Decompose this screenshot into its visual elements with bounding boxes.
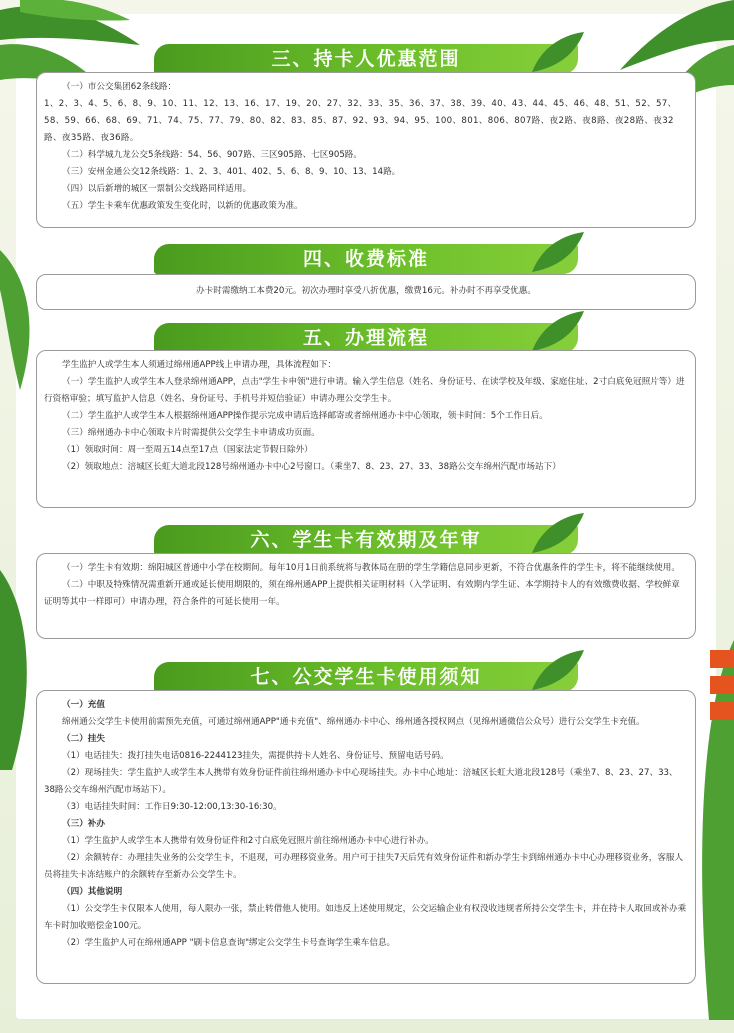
section-5-line: （2）领取地点：涪城区长虹大道北段128号绵州通办卡中心2号窗口。（乘坐7、8、23、27、33、38路公交车绵州汽配市场站下） [62, 462, 561, 472]
section-7-subheading: （三）补办 [62, 819, 105, 829]
leaf-icon [532, 650, 584, 690]
section-3-line: （三）安州金通公交12条线路：1、2、3、401、402、5、6、8、9、10、13、14路。 [62, 167, 401, 177]
section-4-card [36, 274, 696, 310]
section-6-card [36, 553, 696, 639]
section-6-line: （二）中职及特殊情况需重新开通或延长使用期限的，须在绵州通APP上提供相关证明材料（入学证明、有效期内学生证、本学期持卡人的有效缴费收据、学校鲜章证明等其中一样即可）申请办理，符合条件的可延长使用一年。 [44, 580, 680, 607]
section-4-title: 四、收费标准 [302, 248, 429, 270]
orange-stripe-decoration [710, 676, 734, 694]
section-7-card [36, 690, 696, 984]
section-5-line: （二）学生监护人或学生本人根据绵州通APP操作提示完成申请后选择邮寄或者绵州通办卡中心领取，领卡时间：5个工作日后。 [62, 411, 548, 421]
section-3-line: （二）科学城九龙公交5条线路：54、56、907路、三区905路、七区905路。 [62, 150, 362, 160]
section-7-line: 绵州通公交学生卡使用前需预先充值，可通过绵州通APP"通卡充值"、绵州通办卡中心、绵州通各授权网点（见绵州通微信公众号）进行公交学生卡充值。 [62, 717, 645, 727]
section-6-line: （一）学生卡有效期：绵阳城区普通中小学在校期间。每年10月1日前系统将与教体局在册的学生学籍信息同步更新，不符合优惠条件的学生卡，将不能继续使用。 [62, 563, 680, 573]
section-5-line: 学生监护人或学生本人须通过绵州通APP线上申请办理，具体流程如下： [62, 360, 337, 370]
section-5-title: 五、办理流程 [302, 327, 429, 349]
section-7-title: 七、公交学生卡使用须知 [250, 666, 482, 688]
leaf-icon [532, 232, 584, 272]
section-3-title: 三、持卡人优惠范围 [271, 48, 461, 70]
orange-stripe-decoration [710, 650, 734, 668]
section-3-route-list: 1、2、3、4、5、6、8、9、10、11、12、13、16、17、19、20、27、32、33、35、36、37、38、39、40、43、44、45、46、48、51、52、57、58、59、66、68、69、71、74、75、77、79、80、82、83、85、87、92、93、94、95、100、801、806、807路、夜2路、夜8路、夜28路、夜32路、夜35路、夜36路。 [44, 99, 677, 143]
section-6-title: 六、学生卡有效期及年审 [250, 529, 482, 551]
section-5-line: （1）领取时间：周一至周五14点至17点（国家法定节假日除外） [62, 445, 313, 455]
section-7-subheading: （二）挂失 [62, 734, 105, 744]
leaf-icon [532, 513, 584, 553]
section-7-line: （2）现场挂失：学生监护人或学生本人携带有效身份证件前往绵州通办卡中心现场挂失。办卡中心地址：涪城区长虹大道北段128号（乘坐7、8、23、27、33、38路公交车绵州汽配市场站下）。 [44, 768, 678, 795]
palm-leaf-bottom-left-icon [0, 570, 40, 770]
section-3-line: （四）以后新增的城区一票制公交线路同样适用。 [62, 184, 252, 194]
leaf-icon [532, 311, 584, 351]
section-3-line: （一）市公交集团62条线路： [62, 82, 177, 92]
section-7-subheading: （四）其他说明 [62, 887, 123, 897]
section-5-line: （一）学生监护人或学生本人登录绵州通APP，点击"学生卡申领"进行申请。输入学生信息（姓名、身份证号、在读学校及年级、家庭住址、2寸白底免冠照片等）进行资格审验；填写监护人信息（姓名、身份证号、手机号并短信验证）申请办理公交学生卡。 [44, 377, 685, 404]
section-7-line: （1）学生监护人或学生本人携带有效身份证件和2寸白底免冠照片前往绵州通办卡中心进行补办。 [62, 836, 434, 846]
section-3-title-banner [154, 44, 578, 74]
palm-leaf-bottom-right-icon [694, 640, 734, 1020]
section-7-line: （3）电话挂失时间：工作日9:30-12:00,13:30-16:30。 [62, 802, 282, 812]
section-3-line: （五）学生卡乘车优惠政策发生变化时，以新的优惠政策为准。 [62, 201, 303, 211]
section-5-line: （三）绵州通办卡中心领取卡片时需提供公交学生卡申请成功页面。 [62, 428, 320, 438]
section-3-card [36, 72, 696, 228]
section-6-title-banner [154, 525, 578, 555]
section-5-title-banner [154, 323, 578, 353]
section-4-title-banner [154, 244, 578, 274]
section-4-line: 办卡时需缴纳工本费20元。初次办理时享受八折优惠，缴费16元。补办时不再享受优惠。 [196, 286, 536, 296]
palm-leaf-left-middle-icon [0, 250, 40, 390]
section-5-card [36, 350, 696, 508]
section-7-line: （2）余额转存：办理挂失业务的公交学生卡，不退现，可办理移资业务。用户可于挂失7天后凭有效身份证件和新办学生卡到绵州通办卡中心办理移资业务，客服人员将挂失卡冻结账户的余额转存至新办公交学生卡。 [44, 853, 684, 880]
section-7-line: （1）公交学生卡仅限本人使用，每人限办一张，禁止转借他人使用。如违反上述使用规定，公交运输企业有权没收违规者所持公交学生卡，并在持卡人取回或补办乘车卡时加收赔偿金100元。 [44, 904, 687, 931]
section-7-subheading: （一）充值 [62, 700, 105, 710]
leaf-icon [532, 32, 584, 72]
section-7-title-banner [154, 662, 578, 692]
section-7-line: （1）电话挂失：拨打挂失电话0816-2244123挂失，需提供持卡人姓名、身份证号、预留电话号码。 [62, 751, 449, 761]
section-7-line: （2）学生监护人可在绵州通APP "刷卡信息查询"绑定公交学生卡号查询学生乘车信息。 [62, 938, 396, 948]
orange-stripe-decoration [710, 702, 734, 720]
